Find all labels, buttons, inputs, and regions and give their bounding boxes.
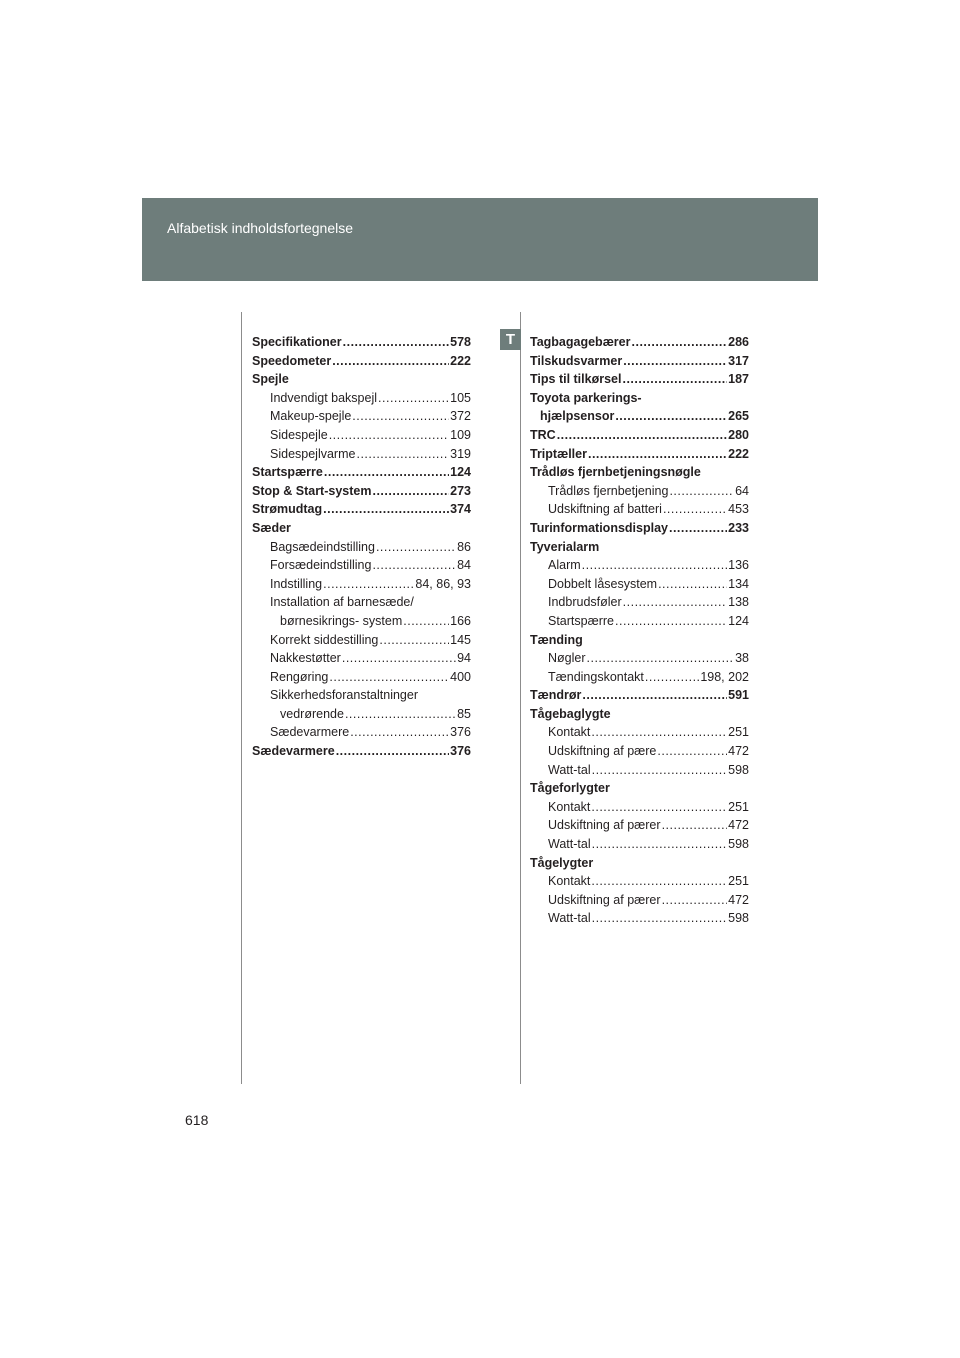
index-entry-term: Watt-tal bbox=[548, 837, 591, 852]
dot-leader bbox=[591, 723, 727, 742]
index-entry bbox=[252, 538, 471, 557]
index-entry-term: Nøgler bbox=[548, 651, 586, 666]
index-entry-term: Tænding bbox=[530, 632, 583, 647]
dot-leader bbox=[329, 668, 449, 687]
dot-leader bbox=[587, 649, 735, 668]
index-entry-page: 251 bbox=[728, 799, 749, 814]
index-entry bbox=[530, 909, 749, 928]
index-entry bbox=[530, 649, 749, 668]
index-entry-page: 124 bbox=[450, 465, 471, 480]
index-entry-term: Tågeforlygter bbox=[530, 781, 610, 796]
index-entry-term: Watt-tal bbox=[548, 762, 591, 777]
index-entry bbox=[530, 631, 749, 650]
index-entry bbox=[530, 686, 749, 705]
index-entry-term: Sædevarmere bbox=[270, 725, 350, 740]
index-entry bbox=[530, 798, 749, 817]
index-entry bbox=[530, 370, 749, 389]
index-entry-term: hjælpsensor bbox=[540, 409, 615, 424]
index-entry-term: Makeup-spejle bbox=[270, 409, 352, 424]
dot-leader bbox=[582, 686, 727, 705]
index-entry bbox=[252, 742, 471, 761]
index-entry-page: 578 bbox=[450, 335, 471, 349]
index-entry-term: Specifikationer bbox=[252, 335, 342, 349]
dot-leader bbox=[352, 407, 449, 426]
index-entry-term: Indstilling bbox=[270, 576, 323, 591]
index-entry-term: Turinformationsdisplay bbox=[530, 520, 668, 535]
index-entry bbox=[530, 333, 749, 352]
index-entry bbox=[252, 631, 471, 650]
dot-leader bbox=[403, 612, 449, 631]
dot-leader bbox=[623, 593, 727, 612]
dot-leader bbox=[582, 556, 727, 575]
index-entry-term: Tågebaglygte bbox=[530, 706, 611, 721]
index-entry-term: Toyota parkerings- bbox=[530, 390, 642, 405]
index-entry-page: 84, 86, 93 bbox=[415, 576, 471, 591]
index-entry-page: 138 bbox=[728, 595, 749, 610]
index-entry-term: Kontakt bbox=[548, 874, 591, 889]
dot-leader bbox=[669, 519, 727, 538]
index-entry-page: 472 bbox=[728, 818, 749, 833]
index-entry bbox=[252, 333, 471, 352]
index-entry-page: 286 bbox=[728, 335, 749, 349]
page-number: 618 bbox=[185, 1112, 209, 1128]
dot-leader bbox=[669, 482, 734, 501]
index-entry-page: 166 bbox=[450, 613, 471, 628]
index-entry-term: Triptæller bbox=[530, 446, 587, 461]
index-entry-term: Tips til tilkørsel bbox=[530, 372, 622, 387]
index-entry-page: 374 bbox=[450, 502, 471, 517]
index-entry bbox=[530, 575, 749, 594]
dot-leader bbox=[342, 649, 456, 668]
index-entry-term: Sikkerhedsforanstaltninger bbox=[270, 688, 418, 703]
dot-leader bbox=[615, 407, 727, 426]
index-entry-term: Watt-tal bbox=[548, 911, 591, 926]
dot-leader bbox=[622, 370, 727, 389]
index-entry-term: Tagbagagebærer bbox=[530, 335, 631, 349]
dot-leader bbox=[350, 723, 449, 742]
dot-leader bbox=[592, 835, 728, 854]
index-entry bbox=[252, 668, 471, 687]
index-entry bbox=[530, 389, 749, 408]
index-entry-term: Rengøring bbox=[270, 669, 329, 684]
dot-leader bbox=[663, 500, 727, 519]
index-entry-page: 598 bbox=[728, 911, 749, 926]
index-entry-term: Stop & Start-system bbox=[252, 483, 372, 498]
section-title: Alfabetisk indholdsfortegnelse bbox=[167, 220, 354, 236]
dot-leader bbox=[632, 333, 728, 352]
index-entry-term: Startspærre bbox=[252, 465, 323, 480]
dot-leader bbox=[376, 538, 456, 557]
dot-leader bbox=[356, 445, 449, 464]
index-entry bbox=[252, 705, 471, 724]
index-entry-page: 145 bbox=[450, 632, 471, 647]
index-entry-term: Tyverialarm bbox=[530, 539, 600, 554]
dot-leader bbox=[372, 482, 449, 501]
index-entry-term: vedrørende bbox=[280, 706, 344, 721]
index-entry-page: 317 bbox=[728, 353, 749, 368]
index-entry-term: Trådløs fjernbetjening bbox=[548, 483, 669, 498]
dot-leader bbox=[591, 872, 727, 891]
index-entry-term: Korrekt siddestilling bbox=[270, 632, 379, 647]
index-entry-term: Speedometer bbox=[252, 353, 332, 368]
index-entry-term: Tågelygter bbox=[530, 855, 594, 870]
index-entry bbox=[530, 482, 749, 501]
index-entry bbox=[530, 723, 749, 742]
index-entry-page: 105 bbox=[450, 390, 471, 405]
dot-leader bbox=[623, 352, 727, 371]
index-entry bbox=[252, 389, 471, 408]
index-entry-term: Tilskudsvarmer bbox=[530, 353, 623, 368]
dot-leader bbox=[323, 575, 414, 594]
index-entry bbox=[252, 463, 471, 482]
index-entry-term: Indvendigt bakspejl bbox=[270, 390, 378, 405]
index-entry-page: 472 bbox=[728, 744, 749, 759]
index-entry bbox=[530, 463, 749, 482]
index-entry bbox=[252, 593, 471, 612]
index-entry bbox=[252, 556, 471, 575]
index-entry bbox=[252, 445, 471, 464]
index-entry-page: 372 bbox=[450, 409, 471, 424]
index-entry bbox=[252, 352, 471, 371]
index-entry bbox=[252, 370, 471, 389]
index-column-2 bbox=[530, 333, 749, 928]
index-entry-term: Nakkestøtter bbox=[270, 651, 341, 666]
dot-leader bbox=[592, 761, 728, 780]
index-entry-term: Sidespejlvarme bbox=[270, 446, 356, 461]
index-entry-term: Forsædeindstilling bbox=[270, 558, 372, 573]
index-entry bbox=[530, 779, 749, 798]
index-entry-term: Sæder bbox=[252, 520, 291, 535]
index-entry bbox=[530, 445, 749, 464]
index-entry-term: Tændrør bbox=[530, 688, 582, 703]
letter-tab: T bbox=[500, 329, 521, 350]
index-entry bbox=[530, 556, 749, 575]
index-entry bbox=[530, 891, 749, 910]
index-entry bbox=[530, 593, 749, 612]
dot-leader bbox=[323, 500, 449, 519]
dot-leader bbox=[657, 742, 727, 761]
index-entry-page: 319 bbox=[450, 446, 471, 461]
index-entry bbox=[252, 482, 471, 501]
index-entry-term: Udskiftning af pære bbox=[548, 744, 657, 759]
index-entry bbox=[530, 872, 749, 891]
index-entry bbox=[252, 686, 471, 705]
index-entry-page: 86 bbox=[457, 539, 471, 554]
index-entry-term: Sidespejle bbox=[270, 427, 328, 442]
index-entry bbox=[530, 407, 749, 426]
dot-leader bbox=[592, 909, 728, 928]
index-entry-page: 273 bbox=[450, 483, 471, 498]
index-entry-page: 109 bbox=[450, 427, 471, 442]
index-entry-page: 85 bbox=[457, 706, 471, 721]
index-entry bbox=[530, 500, 749, 519]
dot-leader bbox=[379, 631, 449, 650]
index-entry bbox=[252, 723, 471, 742]
index-entry bbox=[530, 668, 749, 687]
dot-leader bbox=[332, 352, 449, 371]
index-entry-term: Dobbelt låsesystem bbox=[548, 576, 658, 591]
index-entry-term: Indbrudsføler bbox=[548, 595, 622, 610]
index-entry-page: 222 bbox=[450, 353, 471, 368]
index-entry-page: 251 bbox=[728, 725, 749, 740]
index-entry-page: 38 bbox=[735, 651, 749, 666]
index-entry-term: Installation af barnesæde/ bbox=[270, 595, 414, 610]
index-entry bbox=[252, 519, 471, 538]
index-entry-term: Strømudtag bbox=[252, 502, 323, 517]
index-entry-term: Tændingskontakt bbox=[548, 669, 644, 684]
dot-leader bbox=[329, 426, 449, 445]
index-entry-term: børnesikrings- system bbox=[280, 613, 403, 628]
index-entry-page: 198, 202 bbox=[700, 669, 749, 684]
index-entry-page: 376 bbox=[450, 725, 471, 740]
index-entry-page: 598 bbox=[728, 837, 749, 852]
index-entry-page: 453 bbox=[728, 502, 749, 517]
dot-leader bbox=[662, 816, 728, 835]
index-entry-term: Alarm bbox=[548, 558, 581, 573]
section-header bbox=[142, 198, 818, 281]
dot-leader bbox=[372, 556, 456, 575]
index-entry-term: TRC bbox=[530, 427, 556, 442]
index-entry-page: 400 bbox=[450, 669, 471, 684]
index-entry bbox=[252, 649, 471, 668]
index-entry-term: Udskiftning af pærer bbox=[548, 892, 661, 907]
index-entry bbox=[530, 612, 749, 631]
dot-leader bbox=[658, 575, 727, 594]
index-entry bbox=[530, 835, 749, 854]
index-entry bbox=[530, 538, 749, 557]
index-entry-page: 134 bbox=[728, 576, 749, 591]
index-entry-page: 64 bbox=[735, 483, 749, 498]
index-entry-page: 598 bbox=[728, 762, 749, 777]
index-entry bbox=[530, 742, 749, 761]
index-entry-page: 187 bbox=[728, 372, 749, 387]
index-entry-term: Sædevarmere bbox=[252, 744, 335, 759]
index-entry bbox=[530, 761, 749, 780]
index-entry-page: 591 bbox=[728, 688, 749, 703]
index-entry bbox=[252, 575, 471, 594]
dot-leader bbox=[662, 891, 728, 910]
dot-leader bbox=[343, 333, 450, 352]
dot-leader bbox=[645, 668, 699, 687]
index-entry-page: 136 bbox=[728, 558, 749, 573]
index-entry-page: 124 bbox=[728, 613, 749, 628]
index-entry bbox=[252, 612, 471, 631]
column-divider-left bbox=[241, 312, 242, 1084]
index-entry-term: Trådløs fjernbetjeningsnøgle bbox=[530, 465, 701, 480]
index-entry-term: Kontakt bbox=[548, 725, 591, 740]
index-entry-term: Udskiftning af batteri bbox=[548, 502, 662, 517]
dot-leader bbox=[324, 463, 449, 482]
index-entry-page: 84 bbox=[457, 558, 471, 573]
index-entry-term: Bagsædeindstilling bbox=[270, 539, 375, 554]
index-entry bbox=[530, 854, 749, 873]
dot-leader bbox=[557, 426, 727, 445]
index-entry-page: 222 bbox=[728, 446, 749, 461]
index-entry bbox=[530, 519, 749, 538]
dot-leader bbox=[345, 705, 456, 724]
index-entry bbox=[530, 705, 749, 724]
index-entry bbox=[252, 500, 471, 519]
dot-leader bbox=[615, 612, 727, 631]
column-divider-right bbox=[520, 312, 521, 1084]
index-entry-page: 376 bbox=[450, 744, 471, 759]
dot-leader bbox=[378, 389, 449, 408]
index-entry-page: 280 bbox=[728, 427, 749, 442]
index-entry-page: 233 bbox=[728, 520, 749, 535]
index-column-1 bbox=[252, 333, 471, 761]
index-entry bbox=[530, 426, 749, 445]
index-entry bbox=[530, 816, 749, 835]
index-entry-page: 472 bbox=[728, 892, 749, 907]
index-entry-page: 265 bbox=[728, 409, 749, 424]
index-entry bbox=[252, 426, 471, 445]
index-entry-page: 251 bbox=[728, 874, 749, 889]
dot-leader bbox=[591, 798, 727, 817]
index-entry-term: Startspærre bbox=[548, 613, 614, 628]
index-entry bbox=[530, 352, 749, 371]
index-entry-term: Kontakt bbox=[548, 799, 591, 814]
index-entry bbox=[252, 407, 471, 426]
index-entry-page: 94 bbox=[457, 651, 471, 666]
dot-leader bbox=[336, 742, 449, 761]
dot-leader bbox=[588, 445, 727, 464]
index-entry-term: Udskiftning af pærer bbox=[548, 818, 661, 833]
index-entry-term: Spejle bbox=[252, 372, 289, 387]
